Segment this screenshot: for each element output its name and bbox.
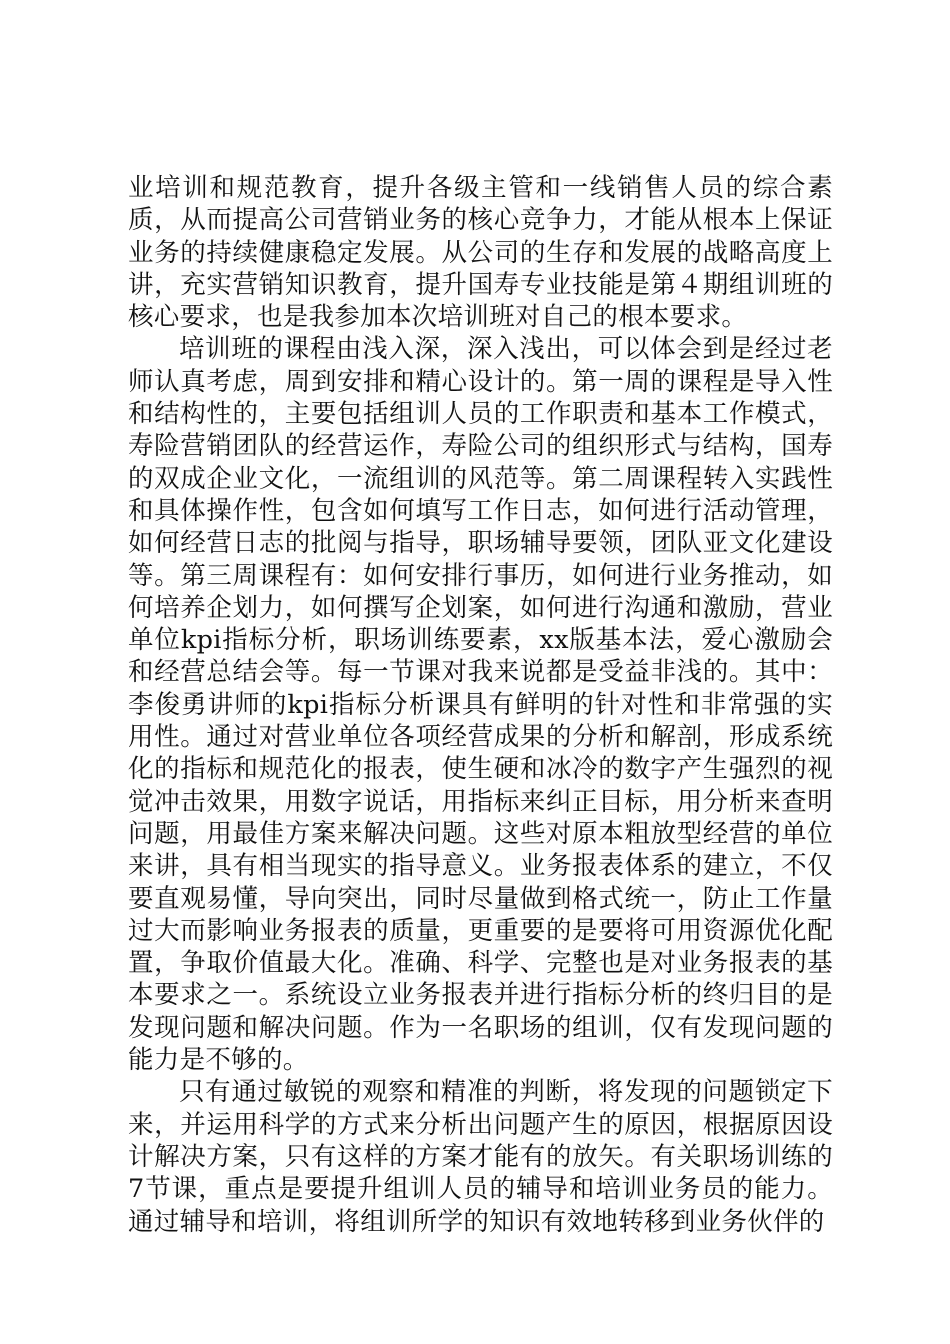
paragraph-2: 培训班的课程由浅入深，深入浅出，可以体会到是经过老师认真考虑，周到安排和精心设计的。第一周的课程是导入性和结构性的，主要包括组训人员的工作职责和基本工作模式，寿险营销团队的经营运作，寿险公司的组织形式与结构，国寿的双成企业文化，一流组训的风范等。第二周课程转入实践性和具体操作性，包含如何填写工作日志，如何进行活动管理，如何经营日志的批阅与指导，职场辅导要领，团队亚文化建设等。第三周课程有：如何安排行事历，如何进行业务推动，如何培养企划力，如何撰写企划案，如何进行沟通和激励，营业单位kpi指标分析，职场训练要素，xx版基本法，爱心激励会和经营总结会等。每一节课对我来说都是受益非浅的。其中：李俊勇讲师的kpi指标分析课具有鲜明的针对性和非常强的实用性。通过对营业单位各项经营成果的分析和解剖，形成系统化的指标和规范化的报表，使生硬和冰冷的数字产生强烈的视觉冲击效果，用数字说话，用指标来纠正目标，用分析来查明问题，用最佳方案来解决问题。这些对原本粗放型经营的单位来讲，具有相当现实的指导意义。业务报表体系的建立，不仅要直观易懂，导向突出，同时尽量做到格式统一，防止工作量过大而影响业务报表的质量，更重要的是要将可用资源优化配置，争取价值最大化。准确、科学、完整也是对业务报表的基本要求之一。系统设立业务报表并进行指标分析的终归目的是发现问题和解决问题。作为一名职场的组训，仅有发现问题的能力是不够的。 — [128, 334, 833, 1076]
paragraph-1: 业培训和规范教育，提升各级主管和一线销售人员的综合素质，从而提高公司营销业务的核心竞争力，才能从根本上保证业务的持续健康稳定发展。从公司的生存和发展的战略高度上讲，充实营销知识教育，提升国寿专业技能是第４期组训班的核心要求，也是我参加本次培训班对自己的根本要求。 — [128, 173, 833, 333]
body-text — [128, 172, 833, 1238]
paragraph-3: 只有通过敏锐的观察和精准的判断，将发现的问题锁定下来，并运用科学的方式来分析出问题产生的原因，根据原因设计解决方案，只有这样的方案才能有的放矢。有关职场训练的7节课，重点是要提升组训人员的辅导和培训业务员的能力。通过辅导和培训，将组训所学的知识有效地转移到业务伙伴的 — [128, 1077, 833, 1237]
